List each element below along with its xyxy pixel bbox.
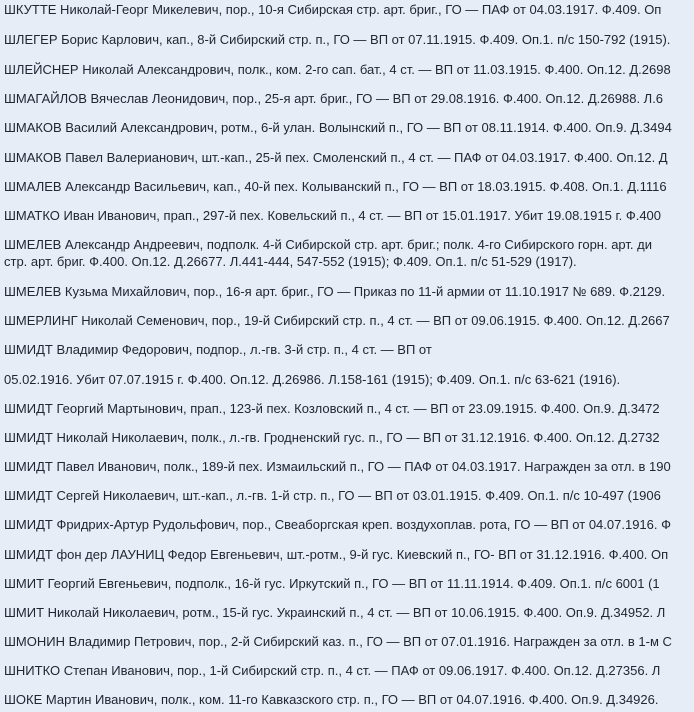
entry-line: ШОКЕ Мартин Иванович, полк., ком. 11-го Кавказского стр. п., ГО — ВП от 04.07.1916. Ф.400. Оп.9. Д.34926. [4,692,659,707]
entry-line: ШЛЕЙСНЕР Николай Александрович, полк., ком. 2-го сап. бат., 4 ст. — ВП от 11.03.1915. Ф.400. Оп.12. Д.2698 [4,62,671,77]
entry-line: ШМАКОВ Павел Валерианович, шт.-кап., 25-й пех. Смоленский п., 4 ст. — ПАФ от 04.03.1917. Ф.400. Оп.12. Д [4,150,668,165]
entry-line: ШМАКОВ Василий Александрович, ротм., 6-й улан. Волынский п., ГО — ВП от 08.11.1914. Ф.400. Оп.9. Д.3494 [4,120,672,135]
entry-line: ШМИТ Георгий Евгеньевич, подполк., 16-й гус. Иркутский п., ГО — ВП от 11.11.1914. Ф.409. Оп.1. п/с 6001 (1 [4,576,660,591]
entry-line: ШМЕРЛИНГ Николай Семенович, пор., 19-й Сибирский стр. п., 4 ст. — ВП от 09.06.1915. Ф.400. Оп.12. Д.2667 [4,313,670,328]
entry-line: ШМИТ Николай Николаевич, ротм., 15-й гус. Украинский п., 4 ст. — ВП от 10.06.1915. Ф.400. Оп.9. Д.34952. Л [4,605,666,620]
entry-line: ШМАТКО Иван Иванович, прап., 297-й пех. Ковельский п., 4 ст. — ВП от 15.01.1917. Убит 19.08.1915 г. Ф.400 [4,208,662,223]
entry-line-continuation: 05.02.1916. Убит 07.07.1915 г. Ф.400. Оп.12. Д.26986. Л.158-161 (1915); Ф.409. Оп.1. п/с 63-621 (1916). [4,372,621,387]
entry-line: ШМОНИН Владимир Петрович, пор., 2-й Сибирский каз. п., ГО — ВП от 07.01.1916. Награжден за отл. в 1-м С [4,634,672,649]
entry-line: ШМИДТ фон дер ЛАУНИЦ Федор Евгеньевич, шт.-ротм., 9-й гус. Киевский п., ГО- ВП от 31.12.1916. Ф.400. Оп [4,547,669,562]
entry-line: ШМИДТ Владимир Федорович, подпор., л.-гв. 3-й стр. п., 4 ст. — ВП от [4,342,432,357]
entry-line: ШМИДТ Сергей Николаевич, шт.-кап., л.-гв. 1-й стр. п., ГО — ВП от 03.01.1915. Ф.409. Оп.1. п/с 10-497 (1906 [4,488,661,503]
entry-line: ШМАЛЕВ Александр Васильевич, кап., 40-й пех. Колыванский п., ГО — ВП от 18.03.1915. Ф.408. Оп.1. Д.1116 [4,179,667,194]
entry-line: ШМИДТ Георгий Мартынович, прап., 123-й пех. Козловский п., 4 ст. — ВП от 23.09.1915. Ф.400. Оп.9. Д.3472 [4,401,660,416]
entry-line: ШМИДТ Павел Иванович, полк., 189-й пех. Измаильский п., ГО — ПАФ от 04.03.1917. Награжден за отл. в 190 [4,459,671,474]
entry-line: ШМИДТ Фридрих-Артур Рудольфович, пор., Свеаборгская креп. воздухоплав. рота, ГО — ВП от 04.07.1916. Ф [4,517,671,532]
entry-line: ШМАГАЙЛОВ Вячеслав Леонидович, пор., 25-я арт. бриг., ГО — ВП от 29.08.1916. Ф.400. Оп.12. Д.26988. Л.6 [4,91,664,106]
entry-line-continuation: стр. арт. бриг. Ф.400. Оп.12. Д.26677. Л.441-444, 547-552 (1915); Ф.409. Оп.1. п/с 51-529 (1917). [4,254,577,269]
entry-line: ШНИТКО Степан Иванович, пор., 1-й Сибирский стр. п., 4 ст. — ПАФ от 09.06.1917. Ф.400. Оп.12. Д.27356. Л [4,663,661,678]
entry-line: ШМЕЛЕВ Кузьма Михайлович, пор., 16-я арт. бриг., ГО — Приказ по 11-й армии от 11.10.1917 № 689. Ф.2129. [4,284,666,299]
entry-line: ШЛЕГЕР Борис Карлович, кап., 8-й Сибирский стр. п., ГО — ВП от 07.11.1915. Ф.409. Оп.1. п/с 150-792 (1915). [4,32,671,47]
entry-line: ШМЕЛЕВ Александр Андреевич, подполк. 4-й Сибирской стр. арт. бриг.; полк. 4-го Сибирского горн. арт. ди [4,237,652,252]
entry-line: ШКУТТЕ Николай-Георг Микелевич, пор., 10-я Сибирская стр. арт. бриг., ГО — ПАФ от 04.03.1917. Ф.409. Оп [4,2,662,17]
entry-line: ШМИДТ Николай Николаевич, полк., л.-гв. Гродненский гус. п., ГО — ВП от 31.12.1916. Ф.400. Оп.12. Д.2732 [4,430,660,445]
